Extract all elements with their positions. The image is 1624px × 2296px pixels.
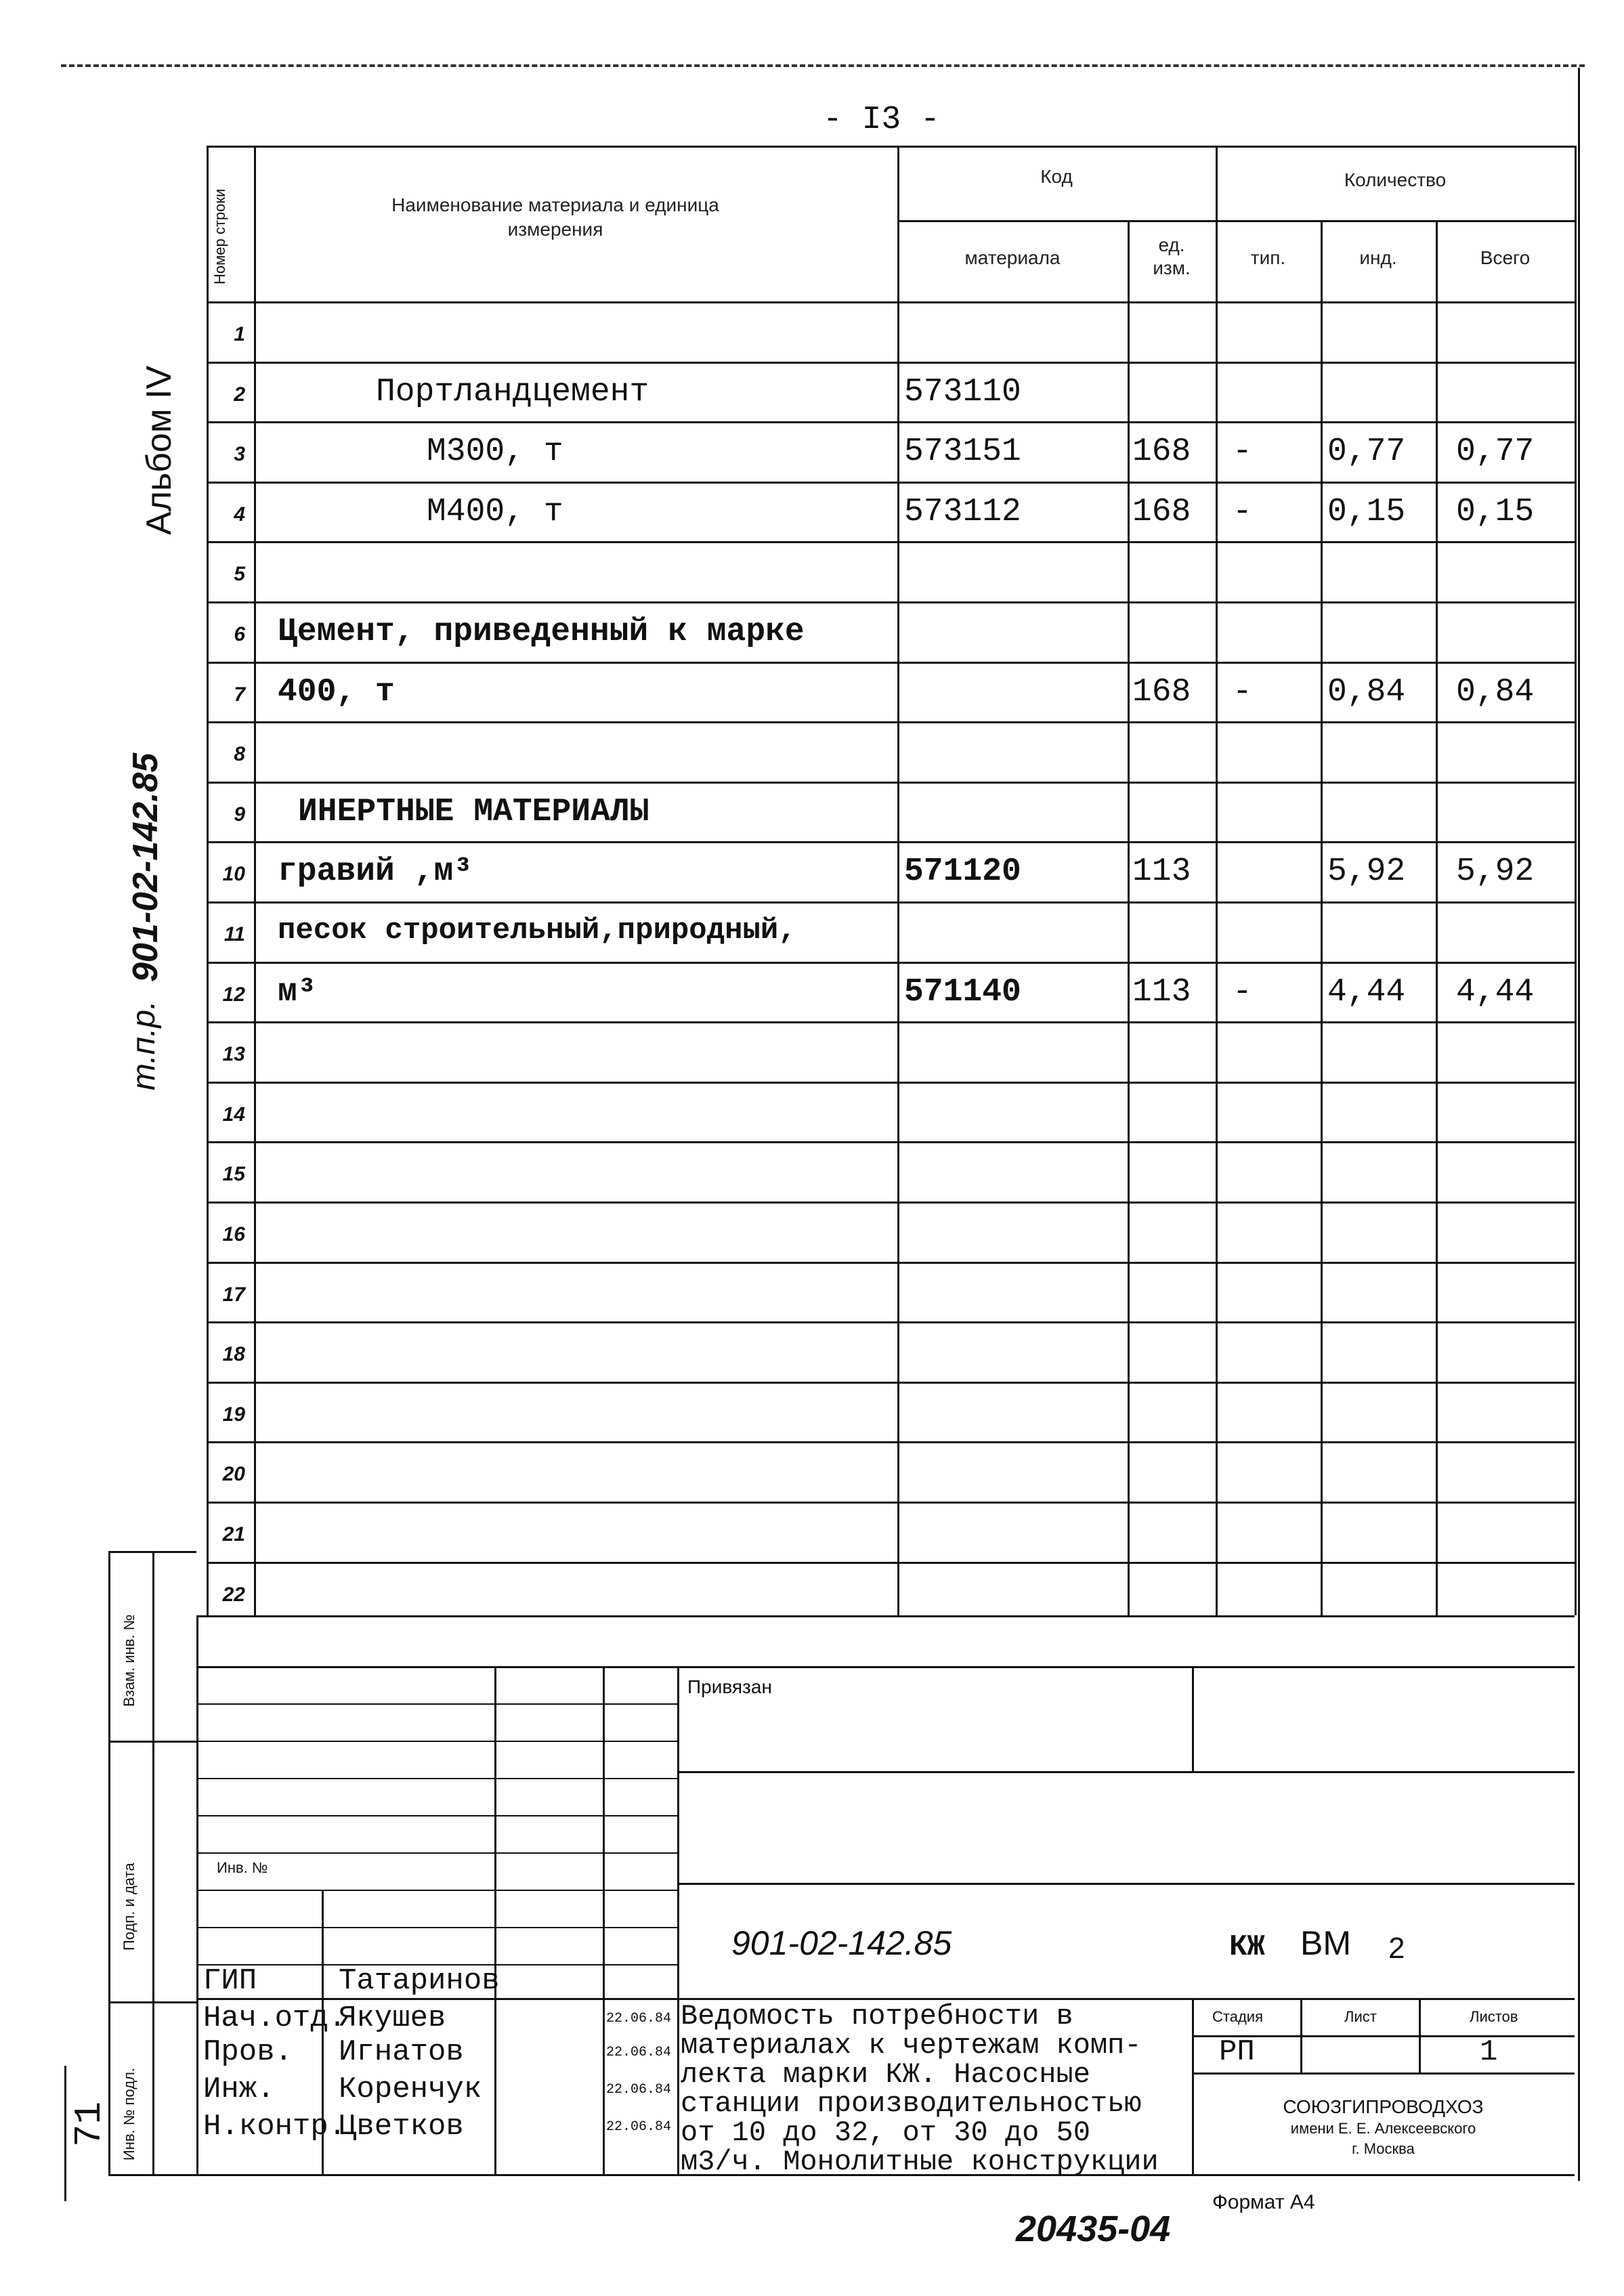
col-line-0 — [207, 146, 209, 1615]
stamp-person-role: ГИП — [203, 1964, 257, 1998]
row-code: 571120 — [904, 853, 1021, 890]
table-row-line — [207, 962, 1575, 964]
row-number: 6 — [234, 623, 245, 645]
table-row-line — [207, 662, 1575, 664]
stamp-person-name: Игнатов — [339, 2035, 464, 2069]
table-row-line — [207, 721, 1575, 723]
row-code: 573112 — [904, 494, 1021, 530]
table-row-line — [207, 1441, 1575, 1443]
stamp-title-line: материалах к чертежам комп- — [681, 2029, 1142, 2062]
hdr-code: Код — [1040, 166, 1073, 187]
row-qty-total: 5,92 — [1456, 853, 1535, 890]
table-row-line — [207, 1262, 1575, 1264]
row-qty-ind: 4,44 — [1327, 974, 1406, 1011]
stamp-title-line: от 10 до 32, от 30 до 50 — [681, 2117, 1090, 2149]
row-name: Цемент, приведенный к марке — [278, 614, 805, 650]
row-number: 10 — [222, 863, 245, 885]
stamp-org-2: имени Е. Е. Алексеевского — [1290, 2120, 1476, 2137]
stamp-org-3: г. Москва — [1352, 2140, 1415, 2157]
stamp-line-top — [196, 1666, 1575, 1668]
row-qty-total: 0,15 — [1456, 494, 1535, 530]
col-line-5 — [1321, 220, 1323, 1615]
row-number: 14 — [222, 1103, 245, 1126]
row-name: ИНЕРТНЫЕ МАТЕРИАЛЫ — [298, 794, 649, 830]
col-line-1 — [254, 146, 256, 1615]
row-number: 4 — [234, 503, 245, 526]
stamp-sheets: 1 — [1480, 2035, 1498, 2069]
stamp-person-role: Инж. — [203, 2072, 275, 2106]
stamp-person-role: Пров. — [203, 2035, 293, 2069]
row-number: 11 — [223, 923, 245, 945]
table-bottom — [196, 1615, 1575, 1617]
row-qty-typ: - — [1233, 494, 1252, 530]
side-strip-top — [108, 1551, 196, 1553]
stamp-left-line-7 — [196, 1927, 677, 1928]
side-strip-div2 — [108, 2001, 196, 2003]
row-number: 7 — [234, 683, 245, 706]
stamp-title-line: лекта марки КЖ. Насосные — [681, 2058, 1090, 2091]
stamp-col-2 — [494, 1666, 496, 2174]
table-row-line — [207, 1502, 1575, 1504]
hdr-qty-ind: инд. — [1359, 247, 1397, 268]
stamp-mark: КЖ — [1229, 1930, 1265, 1964]
col-line-4 — [1216, 146, 1218, 1615]
row-number: 1 — [234, 323, 245, 345]
side-strip-left — [108, 1551, 110, 2174]
table-row-line — [207, 1141, 1575, 1143]
hdr-row-num: Номер строки — [211, 188, 228, 284]
row-qty-ind: 0,84 — [1327, 674, 1406, 710]
stamp-col-0 — [196, 1615, 198, 2174]
table-subheader-line — [897, 220, 1575, 222]
stamp-person-role: Нач.отд. — [203, 2001, 347, 2035]
row-qty-ind: 0,15 — [1327, 494, 1406, 530]
format-label: Формат А4 — [1212, 2191, 1315, 2213]
row-qty-total: 4,44 — [1456, 974, 1535, 1011]
table-row-line — [207, 1382, 1575, 1384]
row-code: 573151 — [904, 433, 1021, 470]
stamp-col-7 — [1300, 1998, 1302, 2072]
page-number: - I3 - — [823, 102, 940, 138]
side-label-inv: Инв. № подл. — [121, 2067, 137, 2161]
bottom-mark: 71 — [68, 2101, 111, 2147]
row-unit: 113 — [1132, 853, 1191, 890]
row-number: 15 — [222, 1163, 245, 1185]
row-code: 571140 — [904, 974, 1021, 1011]
row-qty-typ: - — [1233, 674, 1252, 710]
stamp-title-line: станции производительностью — [681, 2087, 1142, 2120]
table-row-line — [207, 841, 1575, 843]
table-top — [207, 146, 1575, 148]
stamp-sheets-label: Листов — [1470, 2008, 1518, 2025]
table-row-line — [207, 362, 1575, 364]
row-number: 13 — [222, 1043, 245, 1065]
tpr-prefix: т.п.р. — [126, 1000, 162, 1090]
stamp-person-date: 22.06.84 — [606, 2045, 672, 2060]
hdr-code-unit: ед. изм. — [1153, 234, 1191, 278]
stamp-person-name: Якушев — [339, 2001, 446, 2035]
right-border — [1578, 68, 1580, 2181]
table-header-bottom — [207, 301, 1575, 303]
side-strip-mid — [152, 1551, 154, 2174]
hdr-qty-typ: тип. — [1250, 247, 1286, 268]
row-name: М400, т — [427, 494, 563, 530]
row-unit: 168 — [1132, 433, 1191, 470]
row-name: м³ — [278, 974, 317, 1011]
side-label-vzam: Взам. инв. № — [121, 1614, 137, 1707]
bottom-mark-line — [64, 2066, 66, 2201]
stamp-left-line-2 — [196, 1741, 677, 1742]
stamp-left-line-3 — [196, 1778, 677, 1779]
row-qty-ind: 0,77 — [1327, 433, 1406, 470]
table-row-line — [207, 1202, 1575, 1204]
row-qty-ind: 5,92 — [1327, 853, 1406, 890]
album-label: Альбом IV — [140, 365, 179, 535]
row-number: 19 — [222, 1403, 245, 1426]
side-strip-bottom — [108, 2174, 196, 2176]
stamp-doc-code: 901-02-142.85 — [731, 1924, 952, 1962]
row-code: 573110 — [904, 374, 1021, 410]
stamp-line-b — [677, 1883, 1575, 1885]
stamp-sheet-code: ВМ — [1300, 1924, 1351, 1962]
stamp-sheet-no: 2 — [1388, 1932, 1405, 1965]
table-row-line — [207, 482, 1575, 484]
stamp-stage-label: Стадия — [1212, 2008, 1263, 2025]
row-name: гравий ,м³ — [278, 853, 473, 890]
stamp-col-3 — [603, 1666, 605, 2174]
row-name: Портландцемент — [376, 374, 649, 410]
row-number: 22 — [222, 1583, 245, 1606]
row-number: 5 — [234, 563, 245, 585]
stamp-col-8 — [1419, 1998, 1421, 2072]
stamp-stage: РП — [1219, 2035, 1255, 2069]
row-number: 12 — [222, 983, 245, 1006]
table-row-line — [207, 1562, 1575, 1564]
stamp-line-e — [1192, 2072, 1575, 2075]
row-unit: 168 — [1132, 674, 1191, 710]
row-qty-typ: - — [1233, 433, 1252, 470]
handwritten-number: 20435-04 — [1016, 2209, 1171, 2249]
row-qty-total: 0,77 — [1456, 433, 1535, 470]
table-row-line — [207, 1021, 1575, 1023]
row-qty-total: 0,84 — [1456, 674, 1535, 710]
stamp-person-date: 22.06.84 — [606, 2082, 672, 2098]
row-name: М300, т — [427, 433, 563, 470]
stamp-person-date: 22.06.84 — [606, 2119, 672, 2135]
hdr-qty-total: Всего — [1480, 247, 1531, 268]
row-unit: 168 — [1132, 494, 1191, 530]
stamp-title-line: Ведомость потребности в — [681, 2000, 1073, 2033]
stamp-line-a — [677, 1771, 1575, 1773]
row-number: 20 — [222, 1463, 245, 1485]
row-number: 21 — [222, 1523, 245, 1546]
stamp-left-line-6 — [196, 1890, 677, 1891]
table-row-line — [207, 541, 1575, 543]
row-number: 2 — [234, 383, 245, 406]
side-strip-div1 — [108, 1741, 196, 1743]
stamp-inv-no: Инв. № — [217, 1859, 268, 1876]
row-name: 400, т — [278, 674, 395, 710]
stamp-person-date: 22.06.84 — [606, 2011, 672, 2026]
table-row-line — [207, 1082, 1575, 1084]
hdr-code-material: материала — [964, 247, 1061, 268]
row-name: песок строительный,природный, — [278, 914, 796, 948]
stamp-person-name: Цветков — [339, 2110, 464, 2144]
stamp-org-1: СОЮЗГИПРОВОДХОЗ — [1283, 2096, 1484, 2117]
row-number: 16 — [222, 1223, 245, 1246]
stamp-person-role: Н.контр. — [203, 2110, 347, 2144]
stamp-col-5 — [1192, 1666, 1194, 1771]
col-line-6 — [1436, 220, 1438, 1615]
col-line-3 — [1128, 220, 1130, 1615]
stamp-title-line: м3/ч. Монолитные конструкции — [681, 2146, 1159, 2178]
row-number: 8 — [234, 743, 245, 765]
stamp-left-line-1 — [196, 1703, 677, 1705]
row-qty-typ: - — [1233, 974, 1252, 1011]
stamp-left-line-4 — [196, 1815, 677, 1816]
stamp-person-name: Коренчук — [339, 2072, 482, 2106]
col-line-2 — [897, 146, 899, 1615]
row-number: 18 — [222, 1343, 245, 1365]
tpr-code: 901-02-142.85 — [126, 752, 165, 982]
row-number: 3 — [234, 443, 245, 465]
table-row-line — [207, 782, 1575, 784]
hdr-quantity: Количество — [1344, 169, 1447, 190]
table-row-line — [207, 901, 1575, 903]
stamp-sheet-label: Лист — [1344, 2008, 1377, 2025]
table-row-line — [207, 1321, 1575, 1323]
table-row-line — [207, 601, 1575, 603]
stamp-col-4 — [677, 1666, 679, 2174]
stamp-left-line-5 — [196, 1852, 677, 1854]
stamp-person-name: Татаринов — [339, 1964, 500, 1998]
stamp-privyazan: Привязан — [687, 1676, 772, 1697]
table-row-line — [207, 421, 1575, 423]
row-number: 9 — [234, 803, 245, 826]
row-unit: 113 — [1132, 974, 1191, 1011]
hdr-name: Наименование материала и единица измерения — [391, 194, 719, 240]
row-number: 17 — [222, 1283, 245, 1306]
side-label-podp: Подп. и дата — [121, 1863, 137, 1951]
col-line-7 — [1575, 146, 1577, 1615]
top-border — [61, 64, 1585, 67]
